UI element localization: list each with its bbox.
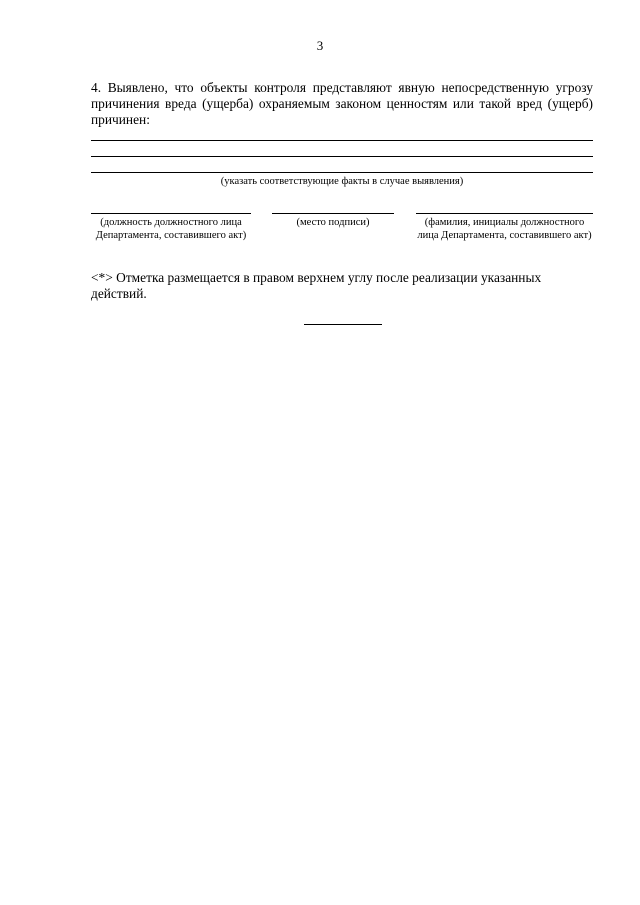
- name-label: (фамилия, инициалы должностного лица Департамента, составившего акт): [417, 217, 592, 241]
- item-4-text: 4. Выявлено, что объекты контроля представляют явную непосредственную угрозу причинения вреда (ущерба) охраняемым законом ценностям или такой вред (ущерб) причинен:: [91, 80, 593, 127]
- name-signature-line: [416, 213, 593, 214]
- end-of-document-rule: [304, 324, 382, 325]
- footnote: <*> Отметка размещается в правом верхнем углу после реализации указанных действий.: [91, 270, 542, 301]
- signature-place-label: (место подписи): [296, 217, 370, 228]
- facts-line-1: [91, 140, 593, 141]
- facts-line-2: [91, 156, 593, 157]
- signature-line: [272, 213, 394, 214]
- facts-line-3: [91, 172, 593, 173]
- position-label: (должность должностного лица Департамента, составившего акт): [95, 217, 247, 241]
- page-number: 3: [316, 38, 324, 53]
- facts-caption: (указать соответствующие факты в случае выявления): [220, 176, 464, 187]
- position-signature-line: [91, 213, 251, 214]
